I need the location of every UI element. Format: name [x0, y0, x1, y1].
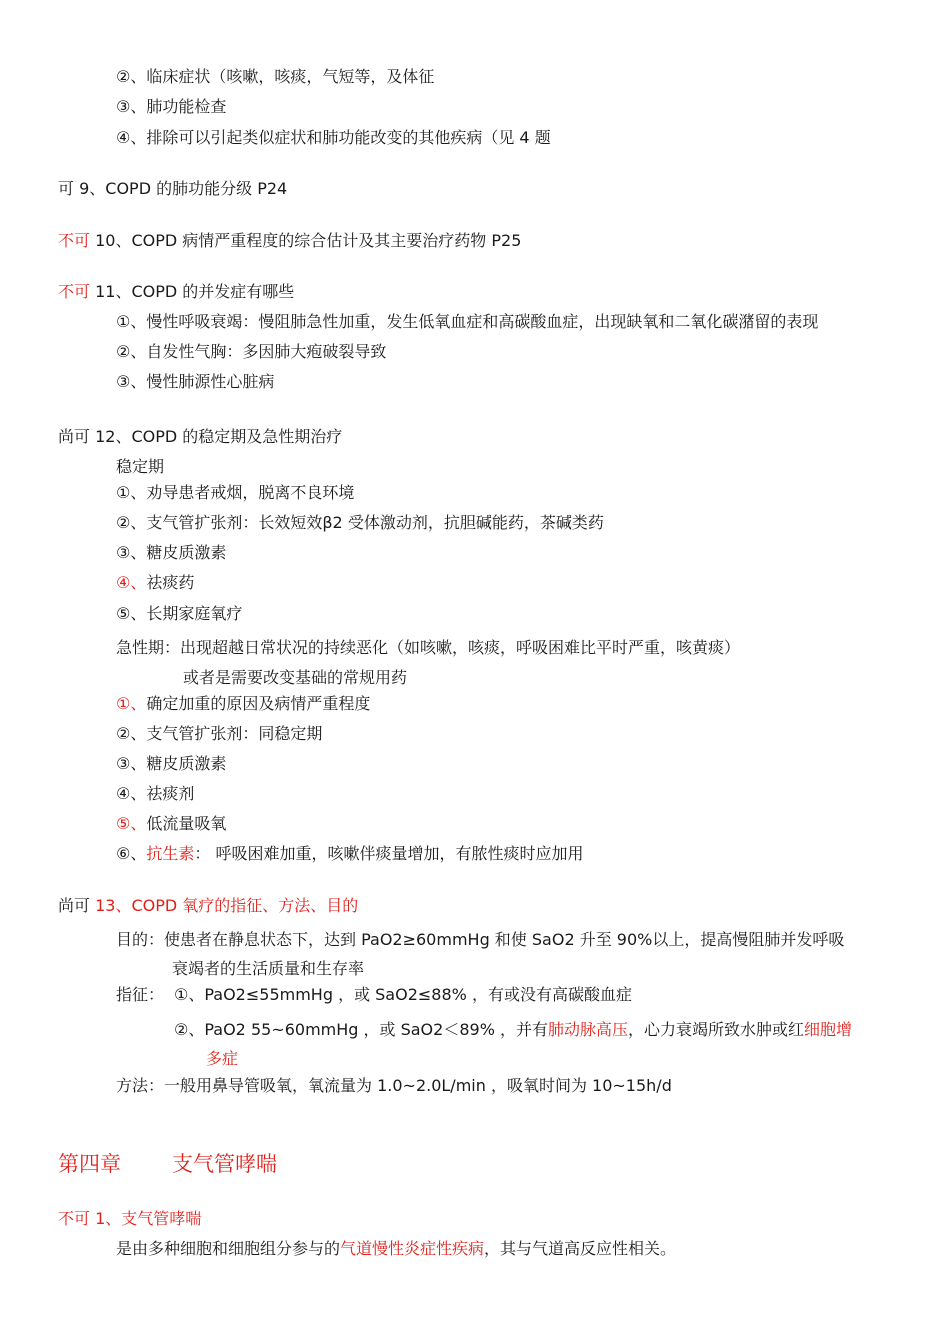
list-item: ①、劝导患者戒烟，脱离不良环境 [116, 483, 355, 502]
list-item [116, 813, 226, 835]
indication-item: ①、PaO2≤55mmHg ，或 SaO2≤88% ，有或没有高碳酸血症 [174, 985, 632, 1004]
question-10-heading [58, 230, 521, 252]
definition-text [116, 1238, 676, 1260]
list-item [116, 843, 583, 865]
list-item: ③、慢性肺源性心脏病 [116, 372, 275, 391]
question-title: 11、COPD 的并发症有哪些 [90, 282, 295, 301]
highlight-term-cont: 多症 [206, 1049, 239, 1068]
list-item: ③、糖皮质激素 [116, 754, 227, 773]
chapter4-question-1-heading [58, 1208, 201, 1230]
question-13-heading [58, 895, 358, 917]
acute-phase-description: 急性期：出现超越日常状况的持续恶化（如咳嗽，咳痰，呼吸困难比平时严重，咳黄痰） [116, 638, 741, 657]
list-text: 祛痰药 [146, 573, 195, 592]
stable-phase-label: 稳定期 [116, 457, 165, 476]
list-item: ④、祛痰剂 [116, 784, 195, 803]
indication-text: ，心力衰竭所致水肿或红 [628, 1020, 805, 1039]
list-item: ②、支气管扩张剂：长效短效β2 受体激动剂，抗胆碱能药，茶碱类药 [116, 513, 604, 532]
highlight-term: 肺动脉高压 [547, 1020, 628, 1039]
difficulty-label: 不可 [58, 282, 91, 301]
purpose-text-cont: 衰竭者的生活质量和生存率 [172, 959, 365, 978]
difficulty-label: 不可 [58, 231, 91, 250]
list-text: 确定加重的原因及病情严重程度 [146, 694, 371, 713]
list-item: ③、肺功能检查 [116, 97, 227, 116]
question-9-heading [58, 178, 287, 200]
purpose-text: 目的：使患者在静息状态下，达到 PaO2≥60mmHg 和使 SaO2 升至 90%以上，提高慢阻肺并发呼吸 [116, 930, 845, 949]
list-number: ⑤、 [116, 814, 147, 833]
method-text: 方法：一般用鼻导管吸氧，氧流量为 1.0~2.0L/min ，吸氧时间为 10~15h/d [116, 1076, 672, 1095]
question-12-heading [58, 426, 342, 448]
indication-item [174, 1019, 852, 1041]
difficulty-label: 不可 [58, 1209, 91, 1228]
question-title: 9、COPD 的肺功能分级 P24 [74, 179, 288, 198]
indication-text: ②、PaO2 55~60mmHg ，或 SaO2＜89% ，并有 [174, 1020, 548, 1039]
list-item: ②、自发性气胸：多因肺大疱破裂导致 [116, 342, 387, 361]
list-item: ⑤、长期家庭氧疗 [116, 604, 243, 623]
chapter-number: 第四章 [58, 1152, 121, 1176]
list-item: ②、支气管扩张剂：同稳定期 [116, 724, 323, 743]
chapter-title: 支气管哮喘 [172, 1152, 277, 1176]
difficulty-label: 可 [58, 179, 75, 198]
list-text: ： 呼吸困难加重，咳嗽伴痰量增加，有脓性痰时应加用 [194, 844, 584, 863]
list-number: ④、 [116, 573, 147, 592]
list-item [116, 693, 370, 715]
highlight-term: 气道慢性炎症性疾病 [340, 1239, 485, 1258]
list-item: ④、排除可以引起类似症状和肺功能改变的其他疾病（见 4 题 [116, 128, 551, 147]
definition-part: ，其与气道高反应性相关。 [484, 1239, 677, 1258]
list-number: ①、 [116, 694, 147, 713]
question-title: 12、COPD 的稳定期及急性期治疗 [90, 427, 343, 446]
list-item: ③、糖皮质激素 [116, 543, 227, 562]
difficulty-label: 尚可 [58, 896, 91, 915]
question-title: 1、支气管哮喘 [90, 1209, 202, 1228]
highlight-term: 抗生素 [146, 844, 195, 863]
difficulty-label: 尚可 [58, 427, 91, 446]
indication-label: 指征： [116, 985, 165, 1004]
list-text: 低流量吸氧 [146, 814, 227, 833]
question-title: 13、COPD 氧疗的指征、方法、目的 [90, 896, 359, 915]
list-item: ②、临床症状（咳嗽，咳痰，气短等，及体征 [116, 67, 435, 86]
highlight-term: 细胞增 [804, 1020, 853, 1039]
list-item [116, 572, 194, 594]
list-item: ①、慢性呼吸衰竭：慢阻肺急性加重，发生低氧血症和高碳酸血症，出现缺氧和二氧化碳潴留的表现 [116, 312, 819, 331]
acute-phase-description-cont: 或者是需要改变基础的常规用药 [183, 668, 408, 687]
definition-part: 是由多种细胞和细胞组分参与的 [116, 1239, 341, 1258]
question-title: 10、COPD 病情严重程度的综合估计及其主要治疗药物 P25 [90, 231, 522, 250]
question-11-heading [58, 281, 294, 303]
list-number: ⑥、 [116, 844, 147, 863]
